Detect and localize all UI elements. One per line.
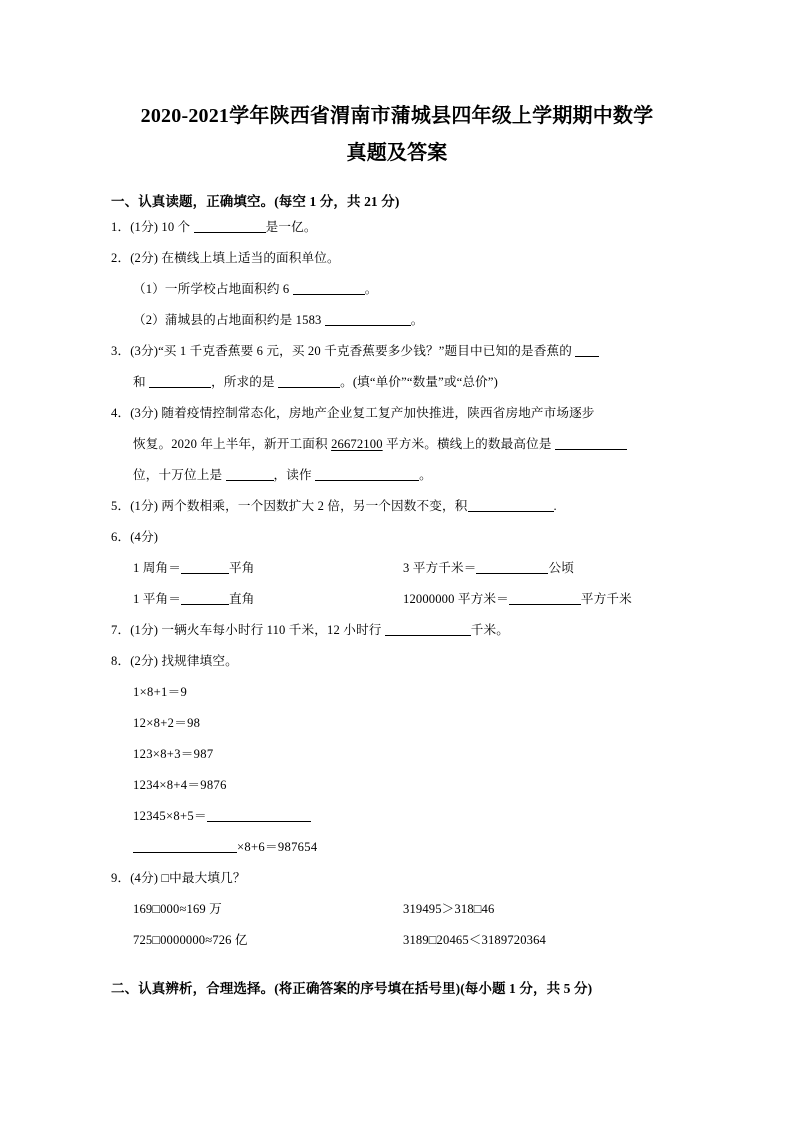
question-8 xyxy=(111,646,683,677)
question-6-row-1-right-unit: 公顷 xyxy=(548,561,574,575)
question-8-label: 8．(2分) 找规律填空。 xyxy=(111,654,238,668)
question-6-row-2-left-unit: 直角 xyxy=(228,592,255,606)
question-9-row-1 xyxy=(111,894,683,925)
question-5-text: 5．(1分) 两个数相乘，一个因数扩大 2 倍，另一个因数不变，积 xyxy=(111,499,468,513)
question-1 xyxy=(111,212,683,243)
question-4-text-2b: 平方米。横线上的数最高位是 xyxy=(385,437,552,451)
question-4-line-1: 4．(3分) 随着疫情控制常态化，房地产企业复工复产加快推进，陕西省房地产市场逐步 xyxy=(111,406,595,420)
answer-blank[interactable] xyxy=(133,840,237,853)
question-9-label: 9．(4分) □中最大填几？ xyxy=(111,871,246,885)
question-9-row-2 xyxy=(111,925,683,956)
question-8-equation-4: 1234×8+4＝9876 xyxy=(133,778,227,792)
question-4-text-2a: 恢复。2020 年上半年，新开工面积 xyxy=(133,437,328,451)
question-3-text-2b: ，所求的是 xyxy=(211,375,275,389)
question-9-row-2-right: 3189□20465＜3189720364 xyxy=(403,933,546,947)
question-8-equation-6-text: ×8+6＝987654 xyxy=(237,840,318,854)
question-8-equation-3: 123×8+3＝987 xyxy=(133,747,214,761)
question-3 xyxy=(111,336,683,398)
question-2 xyxy=(111,243,683,274)
question-5-tail: . xyxy=(553,499,557,513)
question-4-line-2 xyxy=(111,429,683,460)
question-3-text-1: 3．(3分)“买 1 千克香蕉要 6 元，买 20 千克香蕉要多少钱？”题目中已知的是香蕉的 xyxy=(111,344,572,358)
answer-blank[interactable] xyxy=(194,220,266,233)
question-4-highlighted-number: 26672100 xyxy=(331,437,383,451)
answer-blank[interactable] xyxy=(476,561,548,574)
page-title-line-2: 真题及答案 xyxy=(346,142,448,164)
question-5 xyxy=(111,491,683,522)
question-6-row-2 xyxy=(111,584,683,615)
question-9-row-2-left: 725□0000000≈726 亿 xyxy=(133,933,248,947)
question-4-text-3b: ，读作 xyxy=(273,468,312,482)
answer-blank[interactable] xyxy=(575,344,599,357)
section-heading-fill-in-blank: 一、认真读题，正确填空。(每空 1 分，共 21 分) xyxy=(111,194,400,209)
question-7 xyxy=(111,615,683,646)
question-6-row-1-left xyxy=(133,553,254,584)
question-3-line-1 xyxy=(111,336,683,367)
question-6-row-2-right-text: 12000000 平方米＝ xyxy=(403,592,509,606)
answer-blank[interactable] xyxy=(468,499,554,512)
question-6-row-1-left-unit: 平角 xyxy=(228,561,255,575)
question-8-equation-1: 1×8+1＝9 xyxy=(133,685,188,699)
question-1-tail: 是一亿。 xyxy=(265,220,317,234)
question-4-text-3c: 。 xyxy=(419,468,432,482)
question-2-label: 2．(2分) 在横线上填上适当的面积单位。 xyxy=(111,251,340,265)
answer-blank[interactable] xyxy=(555,437,627,450)
answer-blank[interactable] xyxy=(181,592,229,605)
question-2-sub-2-text: （2）蒲城县的占地面积约是 1583 xyxy=(133,313,322,327)
answer-blank[interactable] xyxy=(325,313,411,326)
question-3-text-2a: 和 xyxy=(133,375,146,389)
question-5-line xyxy=(111,491,683,522)
answer-blank[interactable] xyxy=(207,809,311,822)
question-3-text-2c: 。(填“单价”“数量”或“总价”) xyxy=(340,375,498,389)
question-2-sub-1-tail: 。 xyxy=(364,282,378,296)
page-title-line-1: 2020-2021学年陕西省渭南市蒲城县四年级上学期期中数学 xyxy=(140,105,654,127)
answer-blank[interactable] xyxy=(226,468,274,481)
question-4 xyxy=(111,398,683,491)
section-heading-multiple-choice: 二、认真辨析，合理选择。(将正确答案的序号填在括号里)(每小题 1 分，共 5 分) xyxy=(111,981,593,996)
answer-blank[interactable] xyxy=(315,468,419,481)
answer-blank[interactable] xyxy=(149,375,211,388)
answer-blank[interactable] xyxy=(509,592,581,605)
question-7-text: 7．(1分) 一辆火车每小时行 110 千米，12 小时行 xyxy=(111,623,382,637)
question-6-row-1-right xyxy=(403,553,574,584)
page-title xyxy=(111,0,683,172)
question-6-row-1-right-text: 3 平方千米＝ xyxy=(403,561,477,575)
answer-blank[interactable] xyxy=(181,561,229,574)
question-6-row-2-left xyxy=(133,584,254,615)
question-2-sub-2-tail: 。 xyxy=(410,313,424,327)
question-8-equation-6 xyxy=(111,832,683,863)
question-2-sub-1 xyxy=(111,274,683,305)
question-6-row-2-right xyxy=(403,584,632,615)
answer-blank[interactable] xyxy=(293,282,365,295)
question-6 xyxy=(111,522,683,553)
question-6-label: 6．(4分) xyxy=(111,530,159,544)
question-7-tail: 千米。 xyxy=(470,623,509,637)
question-2-sub-1-text: （1）一所学校占地面积约 6 xyxy=(133,282,290,296)
question-9 xyxy=(111,863,683,894)
answer-blank[interactable] xyxy=(385,623,471,636)
question-4-line-3 xyxy=(111,460,683,491)
question-3-line-2 xyxy=(111,367,683,398)
answer-blank[interactable] xyxy=(278,375,340,388)
question-6-row-1-left-text: 1 周角＝ xyxy=(133,561,181,575)
question-6-row-2-left-text: 1 平角＝ xyxy=(133,592,181,606)
question-1-line xyxy=(111,212,683,243)
question-8-equation-2: 12×8+2＝98 xyxy=(133,716,201,730)
question-8-equation-5-text: 12345×8+5＝ xyxy=(133,809,207,823)
question-6-row-2-right-unit: 平方千米 xyxy=(580,592,632,606)
question-8-equation-5 xyxy=(111,801,683,832)
question-2-sub-2 xyxy=(111,305,683,336)
question-1-label: 1．(1分) 10 个 xyxy=(111,220,191,234)
question-9-row-1-left: 169□000≈169 万 xyxy=(133,902,222,916)
question-6-row-1 xyxy=(111,553,683,584)
question-4-text-3a: 位，十万位上是 xyxy=(133,468,223,482)
question-7-line xyxy=(111,615,683,646)
question-9-row-1-right: 319495＞318□46 xyxy=(403,902,495,916)
